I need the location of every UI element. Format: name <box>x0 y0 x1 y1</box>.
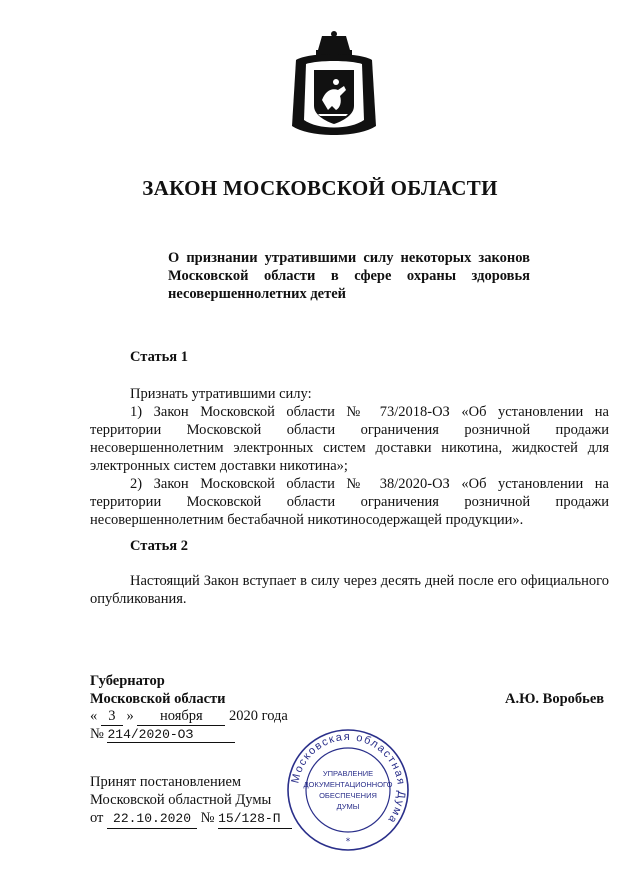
governor-title-line2: Московской области <box>90 691 226 707</box>
adoption-block <box>90 773 292 829</box>
date-day: 3 <box>101 708 123 726</box>
date-quote-open: « <box>90 708 98 724</box>
adoption-date: 22.10.2020 <box>107 810 197 829</box>
stamp-line-1: УПРАВЛЕНИЕ <box>322 769 374 778</box>
adoption-number: 15/128-П <box>218 810 292 829</box>
law-number-label: № <box>90 726 104 742</box>
adoption-line-2: Московской областной Думы <box>90 792 272 808</box>
document-title: ЗАКОН МОСКОВСКОЙ ОБЛАСТИ <box>142 176 498 200</box>
article-1-item-2: 2) Закон Московской области № 38/2020-ОЗ «Об установлении на территории Московской области ограничения розничной продажи несовершеннолетним бестабачной никотиносодержащей продукции». <box>90 476 609 528</box>
law-number-value: 214/2020-ОЗ <box>107 727 235 743</box>
official-stamp-seal <box>286 728 410 852</box>
stamp-ring-text: Московская областная Дума <box>289 730 408 827</box>
article-1-item-1: 1) Закон Московской области № 73/2018-ОЗ «Об установлении на территории Московской области ограничения розничной продажи несовершеннолетним электронных систем доставки никотина, жидкостей для электронных систем доставки никотина»; <box>90 404 609 474</box>
stamp-star-icon: * <box>345 837 351 847</box>
article-1-heading: Статья 1 <box>130 349 188 365</box>
adoption-from-label: от <box>90 810 104 826</box>
adoption-date-line <box>90 809 292 829</box>
article-2-heading: Статья 2 <box>130 538 188 554</box>
article-2-text: Настоящий Закон вступает в силу через десять дней после его официального опубликования. <box>90 573 609 607</box>
governor-title-line1: Губернатор <box>90 673 165 689</box>
adoption-number-label: № <box>200 810 215 826</box>
document-subject: О признании утратившими силу некоторых законов Московской области в сфере охраны здоровья несовершеннолетних детей <box>168 250 530 302</box>
article-1-intro: Признать утратившими силу: <box>130 386 312 402</box>
date-quote-close: » <box>126 708 134 724</box>
governor-name: А.Ю. Воробьев <box>505 691 605 707</box>
coat-of-arms-icon <box>288 30 380 140</box>
stamp-line-2: ДОКУМЕНТАЦИОННОГО <box>303 780 393 789</box>
stamp-line-4: ДУМЫ <box>336 802 360 811</box>
stamp-line-3: ОБЕСПЕЧЕНИЯ <box>319 791 377 800</box>
date-year: 2020 года <box>229 708 288 724</box>
signing-date <box>90 708 288 726</box>
adoption-line-1: Принят постановлением <box>90 774 242 790</box>
governor-title <box>90 672 226 708</box>
date-month: ноября <box>137 708 225 726</box>
official-stamp <box>286 728 410 852</box>
coat-of-arms-emblem <box>288 30 380 140</box>
law-number <box>90 726 235 743</box>
